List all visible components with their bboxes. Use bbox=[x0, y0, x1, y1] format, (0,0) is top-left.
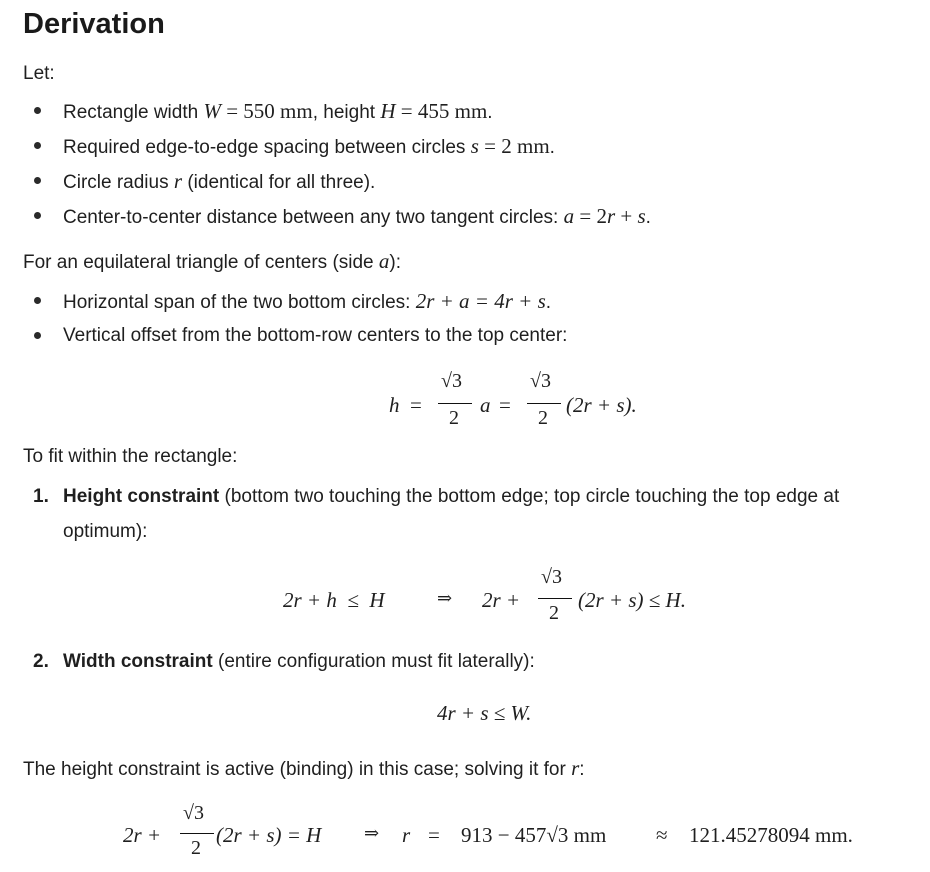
list-item: Width constraint (entire configuration must fit laterally): bbox=[63, 651, 535, 672]
page-title: Derivation bbox=[23, 8, 165, 40]
list-item: Rectangle width W = 550 mm, height H = 455 mm. bbox=[63, 99, 493, 123]
bullet bbox=[34, 177, 41, 184]
list-item: 1. bbox=[33, 486, 49, 507]
list-item: Vertical offset from the bottom-row centers to the top center: bbox=[63, 325, 568, 346]
list-item-continuation: optimum): bbox=[63, 521, 148, 542]
list-item: Center-to-center distance between any two tangent circles: a = 2r + s. bbox=[63, 204, 651, 228]
list-item: Horizontal span of the two bottom circles: 2r + a = 4r + s. bbox=[63, 289, 552, 313]
list-item: Circle radius r (identical for all three). bbox=[63, 169, 376, 193]
equation-width: 4r + s ≤ W. bbox=[437, 701, 532, 725]
bullet bbox=[34, 212, 41, 219]
bullet bbox=[34, 142, 41, 149]
list-item: Height constraint (bottom two touching the bottom edge; top circle touching the top edge at bbox=[63, 486, 840, 507]
fit-intro: To fit within the rectangle: bbox=[23, 446, 238, 467]
active-constraint-text: The height constraint is active (binding) in this case; solving it for r: bbox=[23, 756, 585, 780]
intro-text: Let: bbox=[23, 63, 55, 84]
triangle-intro: For an equilateral triangle of centers (side a): bbox=[23, 249, 402, 273]
list-item: 2. bbox=[33, 651, 49, 672]
bullet bbox=[34, 297, 41, 304]
bullet bbox=[34, 107, 41, 114]
list-item: Required edge-to-edge spacing between circles s = 2 mm. bbox=[63, 134, 555, 158]
bullet bbox=[34, 332, 41, 339]
